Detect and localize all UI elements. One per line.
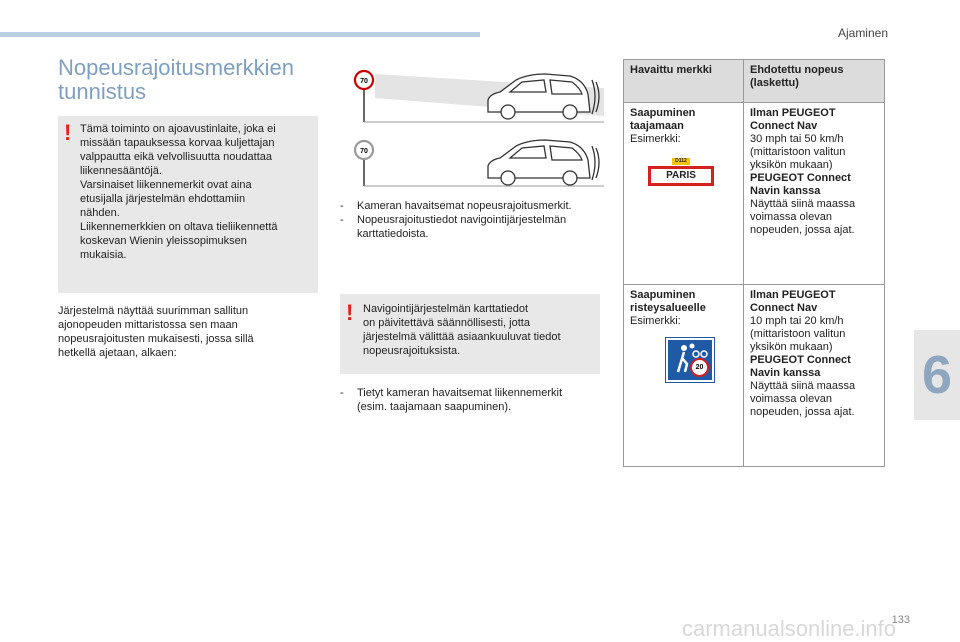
bullet-item: - Kameran havaitsemat nopeusrajoitusmerkit. [340,200,572,212]
table-cell: Ilman PEUGEOT Connect Nav 10 mph tai 20 km/h (mittaristoon valitun yksikön mukaan) PEUGEOT Connect Navin kanssa Näyttää siinä maassa voimassa olevan nopeuden, jossa ajat. [744,285,885,467]
table-row [624,103,885,285]
header-accent-bar [0,32,480,37]
table-cell: Saapuminen risteysalueelle Esimerkki: 20 [624,285,744,467]
exclamation-icon: ! [346,300,354,325]
table-cell: Ilman PEUGEOT Connect Nav 30 mph tai 50 km/h (mittaristoon valitun yksikön mukaan) PEUGEOT Connect Navin kanssa Näyttää siinä maassa voimassa olevan nopeuden, jossa ajat. [744,103,885,285]
chapter-number: 6 [921,345,953,405]
speed-sign-value: 70 [360,148,368,155]
page-number: 133 [891,614,910,626]
table-header: Ehdotettu nopeus (laskettu) [744,60,885,103]
bullet-item: - Nopeusrajoitustiedot navigointijärjestelmän karttatiedoista. [340,214,567,240]
table-header: Havaittu merkki [624,60,744,103]
warning-box [340,294,600,374]
car-icon [488,74,599,119]
warning-box [58,116,318,293]
speed-sign-value: 70 [360,78,368,85]
section-label: Ajaminen [837,26,888,40]
chapter-tab [914,330,960,420]
camera-detection-illustration [340,60,604,126]
table-cell: Saapuminen taajamaan Esimerkki: D112 PARIS [624,103,744,285]
town-sign-icon: D112 PARIS [648,158,714,186]
table-header-row [624,60,885,103]
navigation-illustration [340,128,604,188]
watermark: carmanualsonline.info [682,616,897,641]
warning-text: Navigointijärjestelmän karttatiedot on päivitettävä säännöllisesti, jotta järjestelmä välittää asiaankuuluvat tiedot nopeusrajoituksista. [363,303,561,357]
table-row [624,285,885,467]
exclamation-icon: ! [64,120,72,145]
intro-paragraph: Järjestelmä näyttää suurimman sallitun ajonopeuden mittaristossa sen maan nopeusrajoitusten mukaisesti, jossa sillä hetkellä ajetaan, alkaen: [58,305,254,359]
page-title: Nopeusrajoitusmerkkien tunnistus [58,55,294,104]
car-icon [488,140,599,185]
warning-text: Tämä toiminto on ajoavustinlaite, joka ei missään tapauksessa korvaa kuljettajan valppautta eikä velvollisuutta noudattaa liikennesääntöjä. Varsinaiset liikennemerkit ovat aina etusijalla järjestelmän ehdottamiin nähden. Liikennemerkkien on oltava tieliikennettä koskevan Wienin yleissopimuksen mukaisia. [80,123,278,261]
recognition-table [623,59,885,467]
bullet-item: - Tietyt kameran havaitsemat liikennemerkit (esim. taajamaan saapuminen). [340,387,563,413]
meeting-zone-sign-icon: 20 [666,338,714,382]
